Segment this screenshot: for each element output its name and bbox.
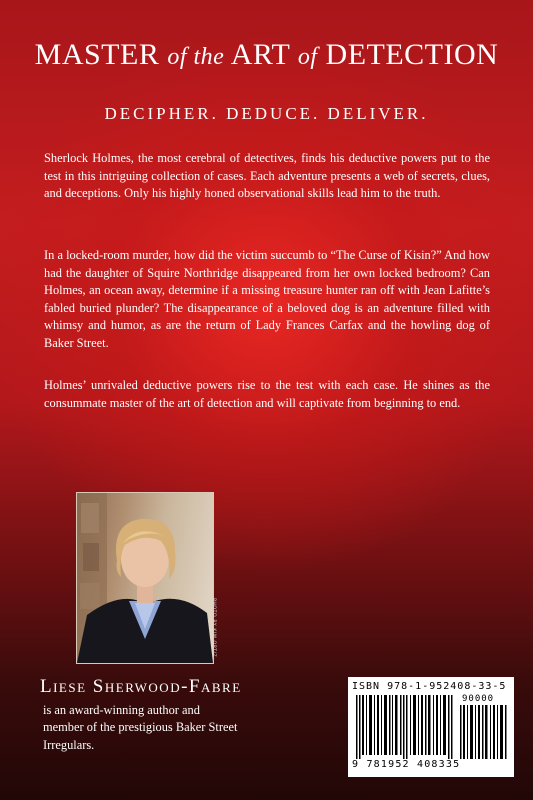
blurb-paragraph-2: In a locked-room murder, how did the victim succumb to “The Curse of Kisin?” And how had the daughter of Squire Northridge disappeared from her own locked bedroom? Can Holmes, an ocean away, determine if a missing treasure hunter ran off with Jean Lafitte’s fabled buried plunder? The disappearance of a beloved dog is an adventure filled with whimsy and humor, as are the return of Lady Frances Carfax and the howling dog of Baker Street. xyxy=(44,248,490,350)
title-art: ART xyxy=(224,38,298,71)
title-of-the: of the xyxy=(167,44,225,70)
price-code: 90000 xyxy=(462,694,495,704)
author-name: Liese Sherwood-Fabre xyxy=(40,676,242,697)
title-of: of xyxy=(297,44,318,70)
barcode-digits: 9 781952 408335 xyxy=(352,759,461,770)
cover-title xyxy=(0,38,533,72)
title-detection: DETECTION xyxy=(317,38,499,71)
blurb-paragraph-1: Sherlock Holmes, the most cerebral of detectives, finds his deductive powers put to the test in this intriguing collection of cases. Each adventure presents a web of secrets, clues, and deceptions. Only his highly honed observational skills lead him to the truth. xyxy=(44,151,490,201)
title-master: MASTER xyxy=(34,38,168,71)
author-bio: is an award-winning author and member of the prestigious Baker Street Irregulars. xyxy=(43,703,238,752)
author-portrait-illustration xyxy=(77,493,213,663)
photo-credit: PHOTO BY KIM ORTIZ xyxy=(211,598,216,658)
blurb-paragraph-3: Holmes’ unrivaled deductive powers rise to the test with each case. He shines as the consummate master of the art of detection and will captivate from beginning to end. xyxy=(44,378,490,410)
isbn-label: ISBN 978-1-952408-33-5 xyxy=(352,681,507,692)
isbn-barcode xyxy=(348,677,514,777)
author-photo xyxy=(76,492,214,664)
tagline: DECIPHER. DEDUCE. DELIVER. xyxy=(104,104,429,123)
